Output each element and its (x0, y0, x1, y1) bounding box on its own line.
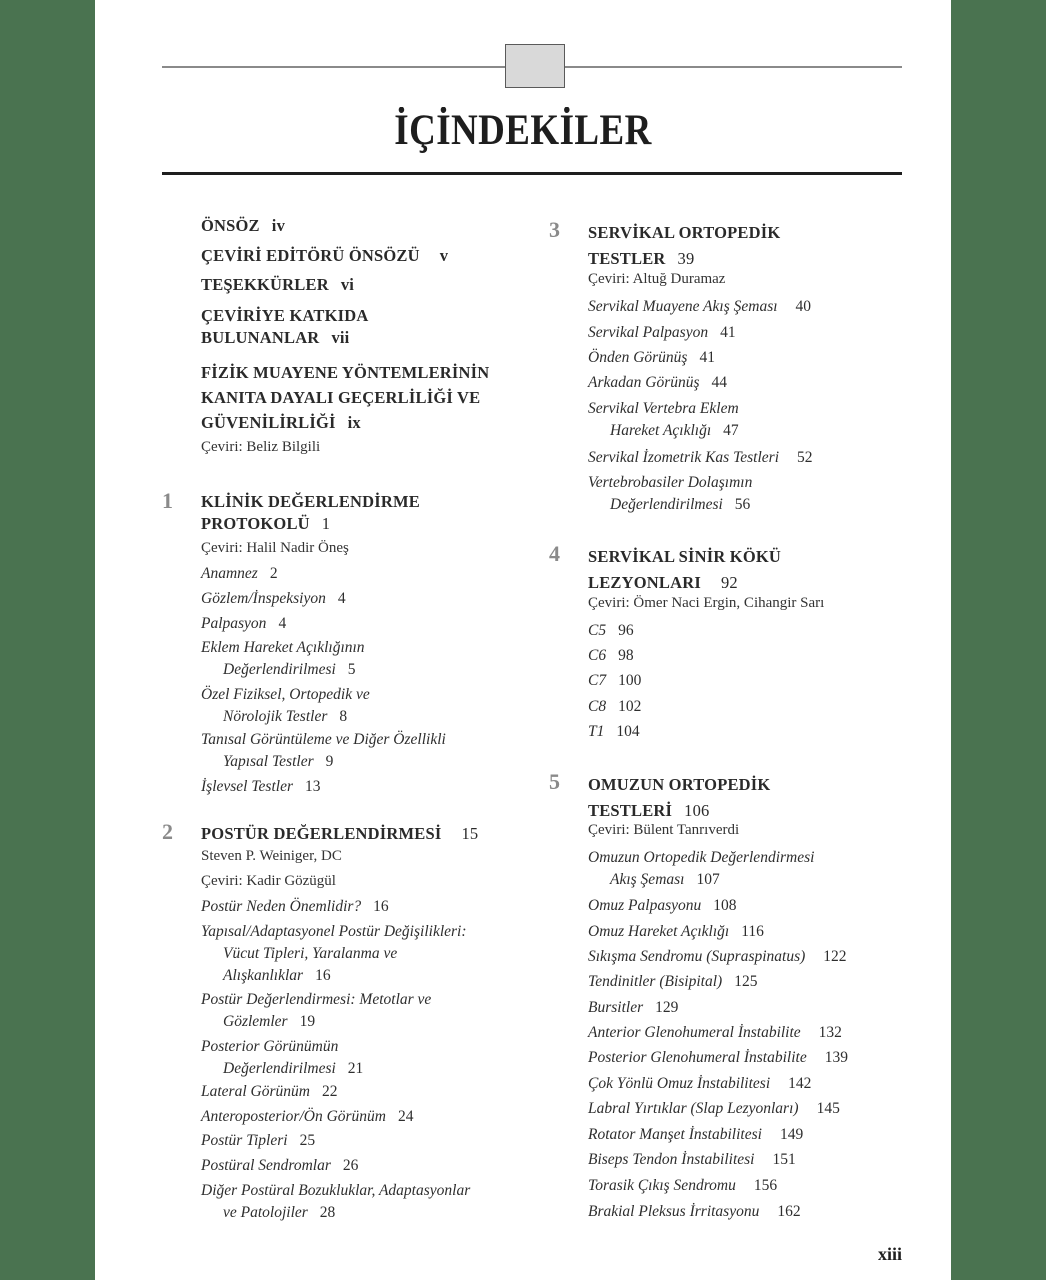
section-title: İşlevsel Testler (201, 778, 293, 795)
section-title: Servikal Palpasyon (588, 324, 709, 341)
toc-page-number: 15 (461, 824, 479, 843)
toc-page-number: vi (340, 275, 355, 294)
toc-page-number: 151 (772, 1151, 796, 1168)
section-entry[interactable] (201, 1036, 363, 1080)
section-title: Önden Görünüş (588, 349, 688, 366)
section-title: Yapısal Testler (223, 753, 314, 770)
section-entry[interactable] (588, 347, 715, 369)
chapter-number: 3 (549, 217, 560, 242)
section-title: Vertebrobasiler Dolaşımın (588, 474, 753, 491)
toc-entry-title: FİZİK MUAYENE YÖNTEMLERİNİN (201, 363, 490, 382)
section-entry[interactable] (588, 1047, 848, 1069)
section-title: Anteroposterior/Ön Görünüm (201, 1108, 386, 1125)
toc-page-number: 106 (684, 801, 710, 820)
section-entry[interactable] (201, 1130, 315, 1152)
section-title: Postüral Sendromlar (201, 1157, 331, 1174)
section-entry[interactable] (588, 398, 739, 442)
translator-credit: Çeviri: Kadir Gözügül (201, 873, 336, 889)
section-title: Omuz Palpasyonu (588, 897, 702, 914)
section-title: Diğer Postüral Bozukluklar, Adaptasyonlar (201, 1182, 471, 1199)
section-title: Arkadan Görünüş (588, 374, 700, 391)
section-entry[interactable] (201, 1180, 470, 1224)
toc-entry-title: GÜVENİLİRLİĞİ (201, 413, 336, 432)
toc-page-number: 107 (696, 871, 720, 888)
toc-entry-title: KANITA DAYALI GEÇERLİLİĞİ VE (201, 388, 481, 407)
chapter-title-line: TESTLERİ (588, 801, 673, 820)
toc-entry-ceviri-editoru-onsozu[interactable] (201, 245, 448, 267)
translator-credit: Çeviri: Halil Nadir Öneş (201, 540, 349, 556)
toc-page-number: 145 (816, 1100, 840, 1117)
section-title: Alışkanlıklar (223, 967, 304, 984)
section-title: Brakial Pleksus İrritasyonu (588, 1203, 760, 1220)
section-entry[interactable] (588, 620, 634, 642)
section-entry[interactable] (201, 684, 370, 728)
section-entry[interactable] (588, 372, 727, 394)
toc-page-number: 56 (734, 496, 751, 513)
section-title: Postür Neden Önemlidir? (201, 898, 362, 915)
book-page (95, 0, 951, 1280)
chapter-title-line: LEZYONLARI (588, 573, 701, 592)
toc-page-number: 162 (777, 1203, 801, 1220)
toc-entry-title: BULUNANLAR (201, 328, 320, 347)
toc-entry-title: TEŞEKKÜRLER (201, 275, 329, 294)
toc-entry-onsoz[interactable] (201, 215, 285, 237)
section-entry[interactable] (201, 896, 389, 918)
section-title: Lateral Görünüm (201, 1083, 310, 1100)
section-title: Posterior Görünümün (201, 1038, 339, 1055)
section-title: Servikal Muayene Akış Şeması (588, 298, 778, 315)
toc-page-number: 22 (321, 1083, 338, 1100)
toc-page-number: 26 (342, 1157, 359, 1174)
chapter-title-line: SERVİKAL ORTOPEDİK (588, 223, 781, 242)
page-title: İÇİNDEKİLER (394, 107, 652, 154)
toc-page-number: 41 (720, 324, 736, 341)
section-title: Sıkışma Sendromu (Supraspinatus) (588, 948, 806, 965)
section-title: Biseps Tendon İnstabilitesi (588, 1151, 755, 1168)
toc-page-number: 129 (655, 999, 679, 1016)
toc-page-number: 122 (823, 948, 847, 965)
toc-page-number: 8 (339, 708, 348, 725)
toc-entry-fizik-muayene[interactable] (201, 360, 489, 435)
section-title: Omuzun Ortopedik Değerlendirmesi (588, 849, 815, 866)
section-title: Tendinitler (Bisipital) (588, 973, 723, 990)
section-entry[interactable] (201, 729, 446, 773)
section-title: C5 (588, 622, 607, 639)
section-entry[interactable] (588, 1201, 801, 1223)
toc-page-number: 41 (699, 349, 715, 366)
chapter-title[interactable] (201, 823, 478, 845)
section-title: Eklem Hareket Açıklığının (201, 639, 365, 656)
chapter-title[interactable] (588, 220, 780, 272)
toc-entry-title: ÇEVİRİYE KATKIDA (201, 306, 369, 325)
toc-page-number: vii (331, 328, 350, 347)
toc-page-number: 9 (325, 753, 334, 770)
section-title: Postür Değerlendirmesi: Metotlar ve (201, 991, 432, 1008)
title-rule-divider (162, 172, 902, 175)
section-entry[interactable] (588, 296, 811, 318)
chapter-title-line: KLİNİK DEĞERLENDİRME (201, 492, 420, 511)
section-title: Anamnez (201, 565, 258, 582)
toc-page-number: 98 (618, 647, 634, 664)
section-entry[interactable] (588, 670, 641, 692)
section-entry[interactable] (588, 1124, 803, 1146)
toc-page-number: 139 (824, 1049, 848, 1066)
translator-credit: Çeviri: Beliz Bilgili (201, 439, 321, 455)
section-title: C7 (588, 672, 607, 689)
toc-entry-ceviriye-katkida[interactable] (201, 305, 368, 349)
section-entry[interactable] (588, 1022, 842, 1044)
toc-page-number: 2 (269, 565, 278, 582)
section-entry[interactable] (588, 447, 813, 469)
toc-page-number: 47 (723, 422, 739, 439)
chapter-title-line: OMUZUN ORTOPEDİK (588, 775, 771, 794)
section-entry[interactable] (588, 997, 678, 1019)
chapter-title[interactable] (588, 772, 770, 824)
section-title: Omuz Hareket Açıklığı (588, 923, 730, 940)
section-entry[interactable] (588, 1073, 811, 1095)
chapter-title-line: PROTOKOLÜ (201, 514, 310, 533)
toc-page-number: 102 (618, 698, 642, 715)
section-title: Hareket Açıklığı (610, 422, 712, 439)
toc-page-number: 13 (305, 778, 321, 795)
toc-page-number: 100 (618, 672, 642, 689)
section-entry[interactable] (588, 696, 641, 718)
section-title: Servikal Vertebra Eklem (588, 400, 739, 417)
section-entry[interactable] (588, 472, 752, 516)
section-title: Gözlemler (223, 1013, 288, 1030)
section-entry[interactable] (201, 1155, 358, 1177)
section-title: Nörolojik Testler (223, 708, 328, 725)
toc-page-number: 44 (711, 374, 728, 391)
toc-page-number: 21 (347, 1060, 364, 1077)
toc-page-number: v (439, 246, 449, 265)
section-entry[interactable] (588, 645, 634, 667)
chapter-number: 5 (549, 769, 560, 794)
section-entry[interactable] (588, 971, 757, 993)
section-title: Değerlendirilmesi (223, 1060, 336, 1077)
section-title: Anterior Glenohumeral İnstabilite (588, 1024, 801, 1041)
chapter-number: 1 (162, 488, 173, 513)
section-entry[interactable] (588, 847, 814, 891)
toc-page-number: 96 (618, 622, 634, 639)
section-entry[interactable] (588, 946, 847, 968)
toc-page-number: 16 (373, 898, 389, 915)
section-title: Posterior Glenohumeral İnstabilite (588, 1049, 807, 1066)
toc-page-number: 52 (797, 449, 813, 466)
chapter-title[interactable] (201, 491, 420, 535)
section-entry[interactable] (201, 989, 431, 1033)
toc-page-number: 5 (347, 661, 356, 678)
section-entry[interactable] (588, 322, 736, 344)
toc-page-number: 19 (299, 1013, 316, 1030)
toc-page-number: 142 (788, 1075, 812, 1092)
page-folio-number: xiii (877, 1244, 902, 1264)
section-title: Torasik Çıkış Sendromu (588, 1177, 736, 1194)
toc-page-number: ix (347, 413, 361, 432)
toc-page-number: 108 (713, 897, 737, 914)
toc-page-number: 156 (753, 1177, 778, 1194)
toc-page-number: 40 (795, 298, 812, 315)
section-entry[interactable] (201, 1081, 337, 1103)
toc-page-number: 4 (337, 590, 346, 607)
section-title: Çok Yönlü Omuz İnstabilitesi (588, 1075, 771, 1092)
toc-page-number: 116 (741, 923, 764, 940)
toc-page-number: 39 (677, 249, 695, 268)
toc-page-number: 24 (398, 1108, 414, 1125)
toc-page-number: 25 (299, 1132, 316, 1149)
section-title: C8 (588, 698, 607, 715)
section-entry[interactable] (201, 588, 346, 610)
chapter-number: 2 (162, 819, 173, 844)
toc-entry-title: ÖNSÖZ (201, 216, 260, 235)
chapter-number: 4 (549, 541, 560, 566)
section-entry[interactable] (588, 921, 764, 943)
section-title: Değerlendirilmesi (610, 496, 723, 513)
section-entry[interactable] (201, 563, 278, 585)
section-title: ve Patolojiler (223, 1204, 308, 1221)
section-title: Bursitler (588, 999, 644, 1016)
section-entry[interactable] (201, 921, 467, 987)
toc-page-number: 125 (734, 973, 758, 990)
section-entry[interactable] (201, 776, 321, 798)
section-entry[interactable] (588, 1149, 796, 1171)
toc-page-number: 104 (616, 723, 640, 740)
chapter-title-line: SERVİKAL SİNİR KÖKÜ (588, 547, 782, 566)
toc-page-number: 149 (779, 1126, 804, 1143)
section-entry[interactable] (201, 1106, 414, 1128)
section-title: Tanısal Görüntüleme ve Diğer Özellikli (201, 731, 446, 748)
toc-page-number: 92 (720, 573, 738, 592)
chapter-title-line: POSTÜR DEĞERLENDİRMESİ (201, 824, 442, 843)
section-entry[interactable] (588, 895, 736, 917)
section-title: T1 (588, 723, 605, 740)
toc-page-number: 132 (818, 1024, 842, 1041)
chapter-title-line: TESTLER (588, 249, 666, 268)
section-title: Özel Fiziksel, Ortopedik ve (201, 686, 370, 703)
section-title: Gözlem/İnspeksiyon (201, 590, 326, 607)
section-tab-marker (505, 44, 565, 88)
section-title: Yapısal/Adaptasyonel Postür Değişilikleri: (201, 923, 467, 940)
section-title: Palpasyon (201, 615, 267, 632)
section-title: C6 (588, 647, 607, 664)
section-entry[interactable] (588, 1175, 777, 1197)
author-credit: Steven P. Weiniger, DC (201, 848, 342, 864)
toc-page-number: 1 (321, 514, 331, 533)
translator-credit: Çeviri: Altuğ Duramaz (588, 271, 726, 287)
toc-page-number: iv (271, 216, 286, 235)
section-title: Vücut Tipleri, Yaralanma ve (223, 945, 398, 962)
section-entry[interactable] (588, 1098, 840, 1120)
chapter-title[interactable] (588, 544, 781, 596)
section-title: Değerlendirilmesi (223, 661, 336, 678)
translator-credit: Çeviri: Bülent Tanrıverdi (588, 822, 740, 838)
section-title: Rotator Manşet İnstabilitesi (588, 1126, 762, 1143)
section-entry[interactable] (201, 613, 286, 635)
section-entry[interactable] (201, 637, 365, 681)
toc-page-number: 4 (278, 615, 287, 632)
section-entry[interactable] (588, 721, 640, 743)
section-title: Labral Yırtıklar (Slap Lezyonları) (588, 1100, 799, 1117)
section-title: Akış Şeması (610, 871, 685, 888)
section-title: Servikal İzometrik Kas Testleri (588, 449, 780, 466)
toc-entry-tesekkurler[interactable] (201, 274, 354, 296)
section-title: Postür Tipleri (201, 1132, 288, 1149)
translator-credit: Çeviri: Ömer Naci Ergin, Cihangir Sarı (588, 595, 825, 611)
toc-page-number: 16 (315, 967, 331, 984)
toc-page-number: 28 (319, 1204, 336, 1221)
toc-entry-title: ÇEVİRİ EDİTÖRÜ ÖNSÖZÜ (201, 246, 420, 265)
